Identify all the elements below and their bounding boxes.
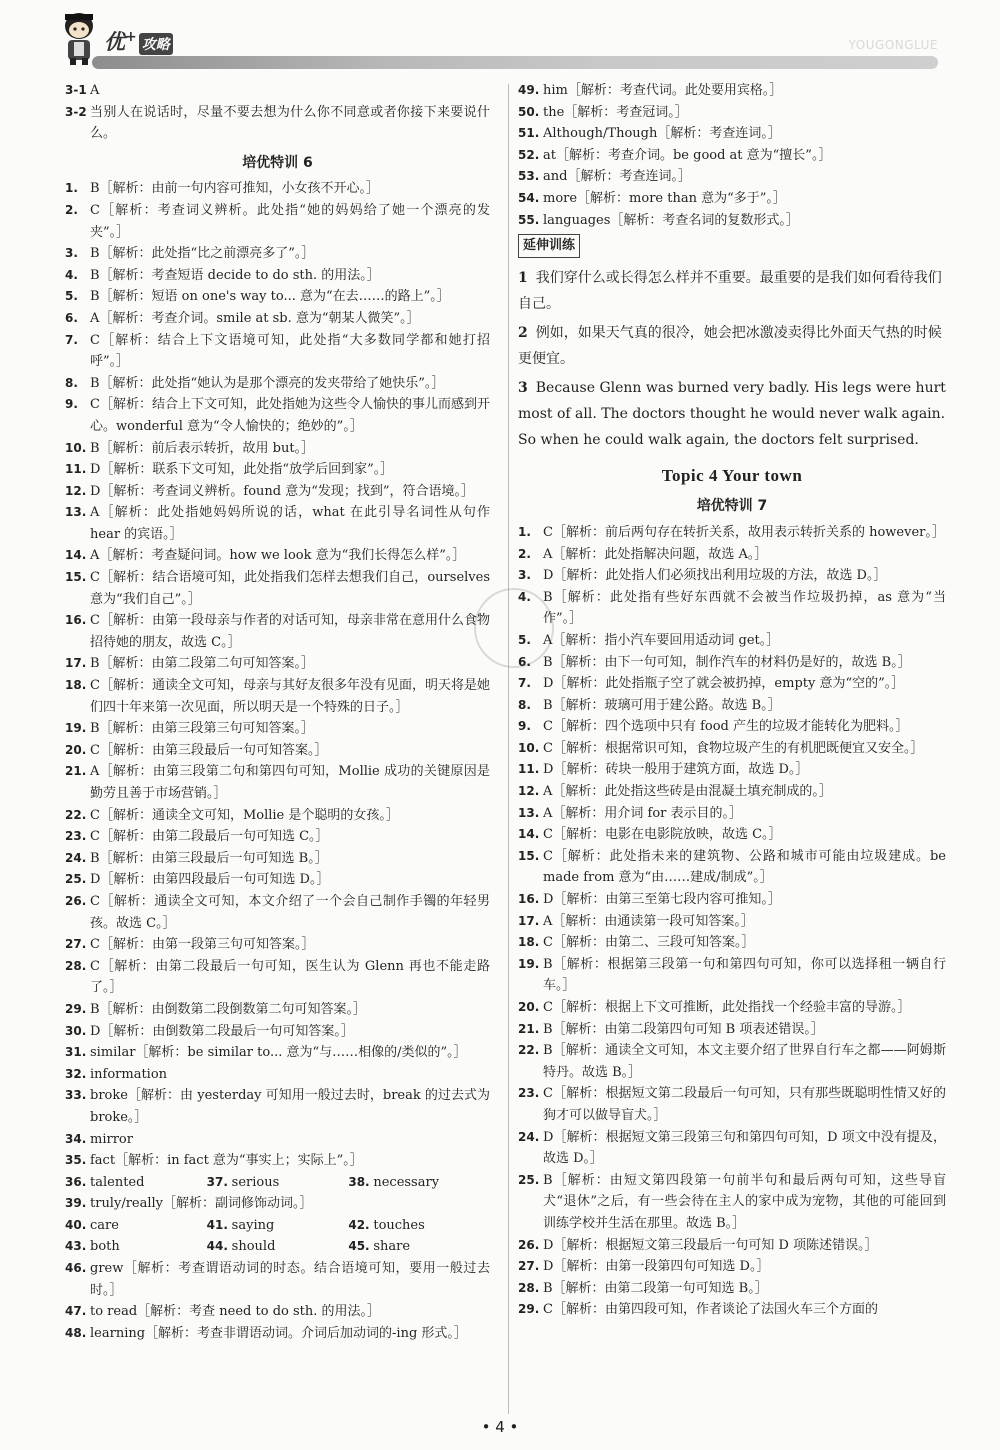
answer-text: C［解析：由第二段最后一句可知选 C。］	[90, 829, 329, 845]
translation-paragraph	[518, 320, 946, 372]
answer-number: 9.	[65, 397, 78, 412]
answer-text: C［解析：由第一段第三句可知答案。］	[90, 937, 315, 953]
answer-number: 16.	[518, 892, 540, 907]
answer-number: 21.	[65, 764, 87, 779]
answer-text: D［解析：由第一段第四句可知选 D。］	[543, 1259, 770, 1275]
answer-item	[518, 80, 946, 102]
answer-item	[65, 286, 490, 308]
answer-text: B［解析：由下一句可知，制作汽车的材料仍是好的，故选 B。］	[543, 654, 911, 670]
answer-text: similar［解析：be similar to... 意为“与……相像的/类似的”。］	[90, 1045, 467, 1061]
answer-item	[518, 781, 946, 803]
answer-number: 30.	[65, 1023, 87, 1038]
answer-number: 47.	[65, 1304, 87, 1319]
answer-number: 28.	[518, 1280, 540, 1295]
answer-text: C［解析：结合上下文语境可知，此处指“大多数同学都和她打招呼”。］	[90, 332, 490, 370]
answer-text: more［解析：more than 意为“多于”。］	[543, 190, 786, 206]
boxed-heading: 延伸训练	[518, 234, 580, 258]
answer-text: share	[373, 1239, 411, 1255]
answer-text: at［解析：考查介词。be good at 意为“擅长”。］	[543, 147, 832, 163]
answer-text: B［解析：根据第三段第一句和第四句可知，你可以选择租一辆自行车。］	[543, 956, 946, 994]
answer-text: B［解析：通读全文可知，本文主要介绍了世界自行车之都——阿姆斯特丹。故选 B。］	[543, 1043, 946, 1080]
answer-item	[518, 824, 946, 846]
answer-text: D［解析：由倒数第二段最后一句可知答案。］	[90, 1023, 354, 1039]
answer-number: 37.	[206, 1174, 228, 1189]
answer-number: 20.	[65, 742, 87, 757]
answer-item	[518, 1256, 946, 1278]
answer-item	[518, 803, 946, 825]
answer-item	[518, 1170, 946, 1235]
brand-logo: 优+ 攻略	[104, 26, 173, 56]
answer-text: C［解析：考查词义辨析。此处指“她的妈妈给了她一个漂亮的发夹”。］	[90, 202, 490, 240]
answer-number: 11.	[518, 762, 540, 777]
answer-item	[65, 567, 490, 610]
answer-item	[65, 1215, 207, 1237]
answer-number: 52.	[518, 147, 540, 162]
answer-item	[65, 102, 490, 145]
answer-text: C［解析：结合语境可知，此处指我们怎样去想我们自己，ourselves 意为“我们自己”。］	[90, 570, 490, 607]
header-bar	[92, 56, 938, 69]
answer-number: 10.	[518, 740, 540, 755]
answer-number: 17.	[65, 656, 87, 671]
answer-item	[518, 652, 946, 674]
answer-text: A［解析：由第三段第二句和第四句可知，Mollie 成功的关键原因是勤劳且善于市场营销。］	[90, 764, 490, 801]
answer-number: 8.	[518, 697, 531, 712]
answer-number: 5.	[518, 632, 531, 647]
answer-item	[348, 1236, 490, 1258]
answer-number: 11.	[65, 462, 87, 477]
answer-number: 10.	[65, 440, 87, 455]
answer-text: A［解析：此处指这些砖是由混凝土填充制成的。］	[543, 784, 832, 800]
answer-number: 4.	[518, 589, 531, 604]
answer-item	[518, 954, 946, 997]
answer-text: C［解析：由第四段可知，作者谈论了法国火车三个方面的	[543, 1302, 878, 1318]
answer-text: A［解析：此处指解决问题，故选 A。］	[543, 546, 768, 562]
answer-number: 51.	[518, 126, 540, 141]
answer-text: B［解析：此处指“比之前漂亮多了”。］	[90, 246, 315, 262]
answer-text: Although/Though［解析：考查连词。］	[543, 126, 781, 142]
answer-item	[518, 123, 946, 145]
answer-item	[65, 1129, 490, 1151]
paragraph-text: 我们穿什么或长得怎么样并不重要。最重要的是我们如何看待我们自己。	[518, 269, 942, 312]
answer-item	[518, 911, 946, 933]
answer-item	[65, 200, 490, 243]
answer-item	[518, 695, 946, 717]
answer-number: 25.	[518, 1172, 540, 1187]
paragraph-number: 2	[518, 324, 528, 341]
answer-number: 3.	[518, 568, 531, 583]
answer-text: C［解析：由第二段最后一句可知，医生认为 Glenn 再也不能走路了。］	[90, 958, 490, 996]
answer-text: him［解析：考查代词。此处要用宾格。］	[543, 83, 783, 98]
answer-number: 1.	[518, 524, 531, 539]
answer-item	[65, 1085, 490, 1128]
answer-number: 25.	[65, 872, 87, 887]
answer-text: B［解析：此处指“她认为是那个漂亮的发夹带给了她快乐”。］	[90, 375, 445, 391]
answer-item	[65, 243, 490, 265]
answer-text: and［解析：考查连词。］	[543, 169, 691, 185]
answer-text: C［解析：通读全文可知，Mollie 是个聪明的女孩。］	[90, 807, 399, 823]
paragraph-text: 例如，如果天气真的很冷，她会把冰激凌卖得比外面天气热的时候更便宜。	[518, 324, 942, 367]
answer-text: to read［解析：考查 need to do sth. 的用法。］	[90, 1304, 381, 1320]
answer-number: 26.	[518, 1237, 540, 1252]
answer-text: 当别人在说话时，尽量不要去想为什么你不同意或者你接下来要说什么。	[90, 104, 490, 142]
answer-number: 12.	[65, 483, 87, 498]
answer-item	[65, 438, 490, 460]
answer-text: B［解析：由第二段第一句可知选 B。］	[543, 1280, 768, 1296]
section-heading: 培优特训 7	[696, 498, 768, 515]
answer-number: 44.	[206, 1239, 228, 1254]
answer-item	[65, 718, 490, 740]
answer-number: 53.	[518, 169, 540, 184]
answer-item	[65, 265, 490, 287]
answer-number: 40.	[65, 1217, 87, 1232]
answer-number: 26.	[65, 893, 87, 908]
answer-text: D［解析：由第三至第七段内容可推知。］	[543, 892, 781, 908]
answer-number: 50.	[518, 104, 540, 119]
answer-text: C［解析：由第三段最后一句可知答案。］	[90, 742, 328, 758]
answer-item	[65, 848, 490, 870]
answer-item	[65, 934, 490, 956]
answer-item	[207, 1172, 349, 1194]
answer-item	[65, 1064, 490, 1086]
answer-text: talented	[90, 1174, 145, 1190]
answer-item	[65, 178, 490, 200]
answer-item	[65, 545, 490, 567]
answer-item	[518, 145, 946, 167]
boxed-heading-wrap	[518, 231, 946, 262]
answer-text: C［解析：根据上下文可推断，此处指找一个经验丰富的导游。］	[543, 1000, 911, 1015]
answer-item	[518, 1299, 946, 1321]
answer-text: C［解析：通读全文可知，母亲与其好友很多年没有见面，明天将是她们四十年来第一次见面，所以明天是一个特殊的日子。］	[90, 678, 490, 715]
answer-item	[518, 102, 946, 124]
answer-text: A［解析：考查疑问词。how we look 意为“我们长得怎么样”。］	[90, 548, 466, 564]
answer-item	[65, 869, 490, 891]
answer-item	[65, 459, 490, 481]
answer-number: 3-2	[65, 104, 87, 119]
answer-text: C［解析：根据常识可知，食物垃圾产生的有机肥既便宜又安全。］	[543, 740, 924, 756]
answer-item	[65, 308, 490, 330]
answer-item	[518, 166, 946, 188]
answer-number: 29.	[65, 1001, 87, 1016]
answer-number: 3.	[65, 246, 78, 261]
answer-text: serious	[231, 1174, 280, 1190]
answer-item	[65, 1042, 490, 1064]
answer-number: 19.	[65, 721, 87, 736]
answer-item	[518, 522, 946, 544]
answer-number: 23.	[65, 829, 87, 844]
answer-number: 49.	[518, 83, 540, 97]
answer-number: 6.	[518, 654, 531, 669]
page-header	[0, 0, 1000, 76]
answer-text: learning［解析：考查非谓语动词。介词后加动词的-ing 形式。］	[90, 1325, 467, 1341]
answer-item	[348, 1215, 490, 1237]
answer-row	[65, 1236, 490, 1258]
answer-text: C［解析：由第二、三段可知答案。］	[543, 935, 755, 951]
answer-number: 54.	[518, 190, 540, 205]
answer-text: C［解析：前后两句存在转折关系，故用表示转折关系的 however。］	[543, 524, 945, 540]
answer-number: 2.	[518, 546, 531, 561]
answer-text: both	[90, 1239, 120, 1255]
answer-item	[518, 1127, 946, 1170]
answer-item	[65, 999, 490, 1021]
answer-item	[65, 1236, 207, 1258]
answer-number: 27.	[65, 937, 87, 952]
answer-item	[518, 210, 946, 232]
answer-number: 31.	[65, 1045, 87, 1060]
answer-text: D［解析：根据短文第三段最后一句可知 D 项陈述错误。］	[543, 1237, 878, 1253]
paragraph-number: 3	[518, 379, 528, 396]
answer-text: A［解析：用介词 for 表示目的。］	[543, 805, 743, 821]
answer-number: 34.	[65, 1131, 87, 1146]
answer-text: D［解析：由第四段最后一句可知选 D。］	[90, 872, 330, 888]
answer-number: 4.	[65, 267, 78, 282]
answer-number: 18.	[518, 935, 540, 950]
answer-number: 14.	[65, 548, 87, 563]
answer-item	[518, 738, 946, 760]
answer-number: 39.	[65, 1196, 87, 1211]
answer-text: A	[90, 83, 100, 98]
answer-item	[65, 761, 490, 804]
answer-item	[518, 1083, 946, 1126]
answer-text: the［解析：考查冠词。］	[543, 104, 688, 120]
translation-paragraph	[518, 265, 946, 317]
answer-number: 29.	[518, 1302, 540, 1317]
answer-number: 9.	[518, 719, 531, 734]
answer-item	[65, 330, 490, 373]
answer-item	[65, 1172, 207, 1194]
answer-item	[518, 846, 946, 889]
answer-item	[518, 188, 946, 210]
answer-item	[65, 1021, 490, 1043]
answer-item	[518, 565, 946, 587]
answer-text: saying	[231, 1217, 275, 1233]
answer-number: 35.	[65, 1153, 87, 1168]
answer-number: 55.	[518, 212, 540, 227]
answer-item	[518, 1040, 946, 1083]
answer-text: D［解析：砖块一般用于建筑方面，故选 D。］	[543, 762, 809, 778]
answer-number: 15.	[518, 848, 540, 863]
answer-text: grew［解析：考查谓语动词的时态。结合语境可知，要用一般过去时。］	[90, 1261, 490, 1298]
answer-item	[518, 932, 946, 954]
answer-item	[65, 394, 490, 437]
answer-text: A［解析：此处指她妈妈所说的话，what 在此引导名词性从句作 hear 的宾语。］	[90, 505, 490, 542]
answer-item	[65, 826, 490, 848]
answer-text: C［解析：根据短文第二段最后一句可知，只有那些既聪明性情又好的狗才可以做导盲犬。］	[543, 1086, 946, 1123]
answer-item	[518, 587, 946, 630]
answer-text: B［解析：由第三段第三句可知答案。］	[90, 721, 315, 737]
answer-number: 22.	[65, 807, 87, 822]
answer-number: 1.	[65, 181, 78, 196]
answer-number: 5.	[65, 289, 78, 304]
answer-number: 48.	[65, 1325, 87, 1340]
paragraph-number: 1	[518, 269, 528, 286]
answer-text: B［解析：由第二段第四句可知 B 项表述错误。］	[543, 1021, 824, 1037]
answer-text: B［解析：考查短语 decide to do sth. 的用法。］	[90, 267, 380, 283]
left-column	[65, 80, 490, 1344]
answer-number: 38.	[348, 1174, 370, 1189]
answer-number: 43.	[65, 1239, 87, 1254]
answer-number: 2.	[65, 202, 78, 217]
answer-text: necessary	[373, 1174, 440, 1190]
answer-item	[65, 502, 490, 545]
answer-item	[65, 956, 490, 999]
answer-number: 27.	[518, 1259, 540, 1274]
answer-text: fact［解析：in fact 意为“事实上；实际上”。］	[90, 1153, 363, 1169]
answer-number: 6.	[65, 310, 78, 325]
answer-item	[207, 1236, 349, 1258]
answer-number: 23.	[518, 1086, 540, 1101]
right-column	[518, 80, 946, 1321]
translation-paragraph	[518, 375, 946, 453]
answer-number: 24.	[518, 1129, 540, 1144]
answer-number: 19.	[518, 956, 540, 971]
answer-text: C［解析：四个选项中只有 food 产生的垃圾才能转化为肥料。］	[543, 719, 909, 735]
answer-item	[65, 610, 490, 653]
answer-row	[65, 1172, 490, 1194]
answer-item	[65, 481, 490, 503]
answer-item	[65, 891, 490, 934]
answer-number: 15.	[65, 570, 87, 585]
answer-item	[65, 805, 490, 827]
answer-number: 18.	[65, 678, 87, 693]
answer-text: touches	[373, 1217, 425, 1233]
page-number: • 4 •	[481, 1418, 519, 1436]
answer-text: D［解析：此处指人们必须找出利用垃圾的方法，故选 D。］	[543, 568, 887, 584]
answer-item	[518, 1235, 946, 1257]
answer-item	[65, 80, 490, 102]
answer-number: 7.	[518, 676, 531, 691]
answer-item	[348, 1172, 490, 1194]
answer-text: C［解析：此处指未来的建筑物、公路和城市可能由垃圾建成。be made from 意为“由……建成/制成”。］	[543, 848, 946, 886]
answer-number: 21.	[518, 1021, 540, 1036]
answer-text: truly/really［解析：副词修饰动词。］	[90, 1196, 313, 1212]
answer-text: D［解析：考查词义辨析。found 意为“发现；找到”，符合语境。］	[90, 483, 475, 499]
answer-number: 13.	[65, 505, 87, 520]
answer-row	[65, 1215, 490, 1237]
answer-text: C［解析：通读全文可知，本文介绍了一个会自己制作手镯的年轻男孩。故选 C。］	[90, 893, 490, 931]
answer-text: A［解析：考查介词。smile at sb. 意为“朝某人微笑”。］	[90, 310, 420, 326]
answer-text: B［解析：此处指有些好东西就不会被当作垃圾扔掉，as 意为“当作”。］	[543, 589, 946, 627]
answer-number: 12.	[518, 784, 540, 799]
answer-text: should	[231, 1239, 276, 1255]
answer-item	[65, 1301, 490, 1323]
answer-text: B［解析：由第三段最后一句可知选 B。］	[90, 850, 328, 866]
answer-text: A［解析：指小汽车要回用适动词 get。］	[543, 632, 780, 648]
answer-number: 3-1	[65, 83, 87, 97]
answer-number: 32.	[65, 1066, 87, 1081]
answer-number: 8.	[65, 375, 78, 390]
answer-item	[65, 1258, 490, 1301]
answer-item	[65, 1323, 490, 1345]
answer-text: C［解析：由第一段母亲与作者的对话可知，母亲非常在意用什么食物招待她的朋友，故选 C。］	[90, 613, 490, 650]
answer-number: 13.	[518, 805, 540, 820]
answer-text: information	[90, 1066, 168, 1082]
answer-item	[65, 675, 490, 718]
answer-text: mirror	[90, 1131, 133, 1147]
answer-number: 14.	[518, 827, 540, 842]
answer-text: B［解析：由倒数第二段倒数第二句可知答案。］	[90, 1001, 367, 1017]
answer-text: languages［解析：考查名词的复数形式。］	[543, 212, 799, 228]
answer-text: B［解析：由第二段第二句可知答案。］	[90, 656, 315, 672]
answer-number: 22.	[518, 1043, 540, 1058]
answer-item	[65, 653, 490, 675]
answer-number: 16.	[65, 613, 87, 628]
answer-text: C［解析：电影在电影院放映，故选 C。］	[543, 827, 782, 843]
answer-text: B［解析：由前一句内容可推知，小女孩不开心。］	[90, 181, 380, 197]
answer-number: 24.	[65, 850, 87, 865]
answer-text: B［解析：由短文第四段第一句前半句和最后两句可知，这些导盲犬“退休”之后，有一些会待在主人的家中成为宠物，其他的可能回到训练学校并生活在那里。故选 B。］	[543, 1172, 946, 1231]
answer-text: C［解析：结合上下文可知，此处指她为这些令人愉快的事儿而感到开心。wonderful 意为“令人愉快的；绝妙的”。］	[90, 397, 490, 434]
answer-item	[518, 716, 946, 738]
answer-text: D［解析：此处指瓶子空了就会被扔掉，empty 意为“空的”。］	[543, 676, 905, 692]
answer-number: 20.	[518, 1000, 540, 1014]
column-divider	[508, 84, 509, 1414]
answer-number: 36.	[65, 1174, 87, 1189]
answer-number: 42.	[348, 1217, 370, 1232]
answer-number: 45.	[348, 1239, 370, 1254]
answer-item	[65, 373, 490, 395]
answer-item	[518, 997, 946, 1019]
answer-item	[65, 1193, 490, 1215]
answer-number: 41.	[206, 1217, 228, 1232]
answer-text: A［解析：由通读第一段可知答案。］	[543, 913, 754, 929]
answer-text: care	[90, 1217, 119, 1233]
answer-text: broke［解析：由 yesterday 可知用一般过去时，break 的过去式为 broke。］	[90, 1088, 490, 1125]
answer-number: 28.	[65, 958, 87, 973]
answer-number: 17.	[518, 913, 540, 928]
answer-number: 7.	[65, 332, 78, 347]
answer-item	[518, 759, 946, 781]
answer-text: D［解析：根据短文第三段第三句和第四句可知，D 项文中没有提及，故选 D。］	[543, 1129, 946, 1167]
answer-number: 33.	[65, 1088, 87, 1103]
answer-text: D［解析：联系下文可知，此处指“放学后回到家”。］	[90, 462, 394, 478]
answer-text: B［解析：玻璃可用于建公路。故选 B。］	[543, 697, 781, 713]
answer-number: 46.	[65, 1261, 87, 1276]
answer-item	[518, 1019, 946, 1041]
answer-item	[518, 889, 946, 911]
answer-text: B［解析：前后表示转折，故用 but。］	[90, 440, 315, 456]
answer-item	[518, 544, 946, 566]
answer-item	[518, 630, 946, 652]
section-heading: 培优特训 6	[242, 154, 313, 171]
answer-item	[65, 1150, 490, 1172]
answer-item	[518, 673, 946, 695]
paragraph-text: Because Glenn was burned very badly. His legs were hurt most of all. The doctors thought he would never walk again. So when he could walk again, the doctors felt surprised.	[518, 379, 946, 448]
topic-heading: Topic 4 Your town	[661, 465, 803, 485]
answer-item	[65, 740, 490, 762]
answer-text: B［解析：短语 on one's way to... 意为“在去……的路上”。］	[90, 289, 450, 305]
brand-english: YOUGONGLUE	[848, 38, 938, 52]
answer-item	[207, 1215, 349, 1237]
answer-item	[518, 1278, 946, 1300]
